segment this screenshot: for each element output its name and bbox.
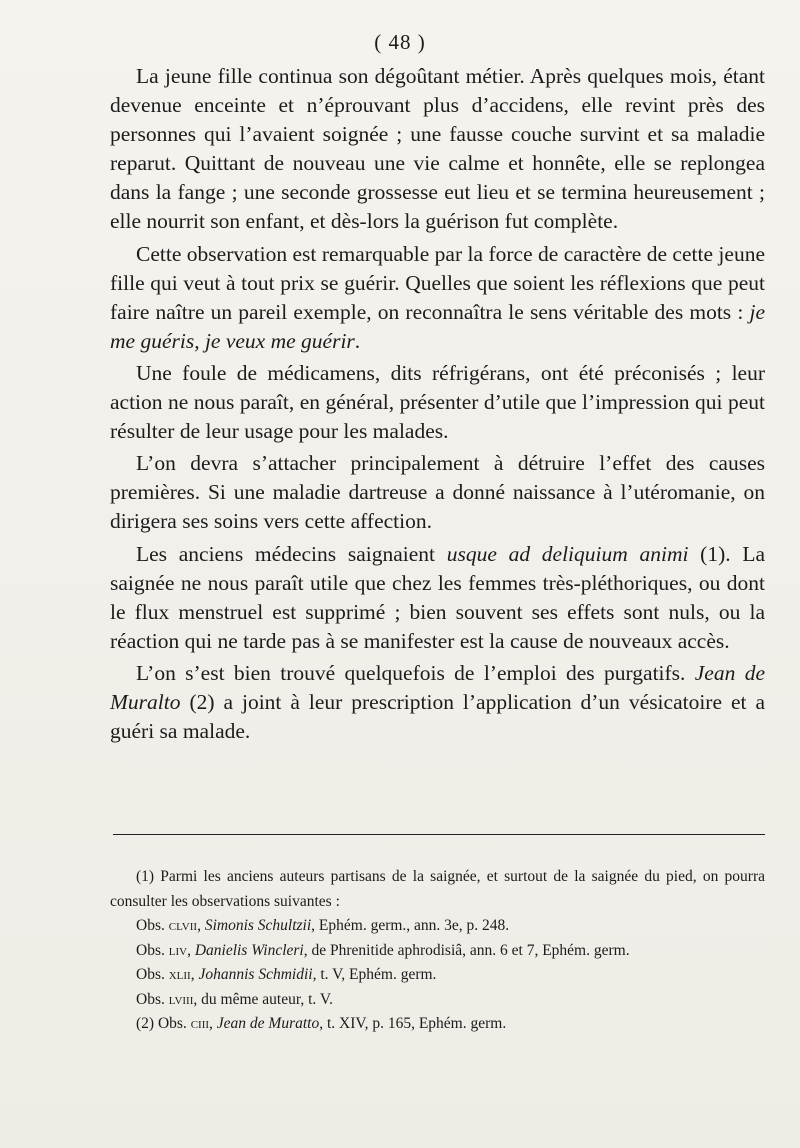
text-segment: , de Phrenitide aphrodisiâ, ann. 6 et 7, Ephém. germ. <box>303 941 630 959</box>
paragraph <box>110 449 765 536</box>
text-segment: (1) Parmi les anciens auteurs partisans de la saignée, et surtout de la saignée du pied, on pourra consulter les observations suivantes : <box>110 868 765 910</box>
italic-text: Danielis Wincleri <box>194 941 304 959</box>
footnote <box>110 963 765 988</box>
small-caps-text: xlii <box>168 966 191 983</box>
small-caps-text: liv <box>168 941 188 959</box>
text-segment: Obs. <box>136 990 169 1008</box>
text-segment: L’on s’est bien trouvé quelquefois de l’emploi des purgatifs. <box>136 660 695 685</box>
page-number: ( 48 ) <box>374 30 426 54</box>
footnote <box>110 939 765 964</box>
small-caps-text: lviii <box>168 990 194 1008</box>
italic-text: Simonis Schultzii <box>204 917 312 934</box>
footnote <box>110 914 765 939</box>
italic-text: je me guéris, je veux me guérir <box>110 299 765 353</box>
footnote <box>110 988 765 1013</box>
footnote <box>110 865 765 914</box>
text-segment: , du même auteur, t. V. <box>193 990 333 1008</box>
italic-text: Johannis Schmidii <box>198 966 313 983</box>
body-text <box>110 62 765 746</box>
text-segment: (2) a joint à leur prescription l’application d’un vésicatoire et a guéri sa malade. <box>110 689 765 744</box>
text-segment: Cette observation est remarquable par la force de caractère de cette jeune fille qui veut à tout prix se guérir. Quelles que soient les réflexions que peut faire naître un pareil exemple, on reconnaîtra le sens véritable des mots : <box>110 241 765 324</box>
footnote-rule <box>113 834 765 835</box>
text-segment: Obs. <box>136 917 169 934</box>
text-segment: , Ephém. germ., ann. 3e, p. 248. <box>311 917 510 934</box>
small-caps-text: ciii <box>190 1015 210 1032</box>
italic-text: Jean de Muralto <box>110 660 765 714</box>
text-segment: Les anciens médecins saignaient <box>136 541 447 566</box>
paragraph <box>110 359 765 446</box>
paragraph <box>110 240 765 356</box>
small-caps-text: clvii <box>168 917 198 934</box>
text-segment: . <box>354 328 361 353</box>
text-segment: L’on devra s’attacher principalement à détruire l’effet des causes premières. Si une maladie dartreuse a donné naissance à l’utéromanie, on dirigera ses soins vers cette affection. <box>110 451 765 534</box>
text-segment: (1). La saignée ne nous paraît utile que chez les femmes très-pléthoriques, ou dont le flux menstruel est supprimé ; bien souvent ses effets sont nuls, ou la réaction qui ne tarde pas à se manifester est la cause de nouveaux accès. <box>110 541 765 653</box>
italic-text: Jean de Muratto <box>216 1015 320 1032</box>
footnotes <box>110 865 765 1037</box>
paragraph <box>110 62 765 237</box>
text-segment: , <box>209 1015 217 1032</box>
text-segment: Obs. <box>136 941 169 959</box>
footnote <box>110 1012 765 1037</box>
text-segment: , t. V, Ephém. germ. <box>312 966 437 983</box>
text-segment: (2) Obs. <box>136 1015 191 1032</box>
text-segment: Obs. <box>136 966 169 983</box>
text-segment: , t. XIV, p. 165, Ephém. germ. <box>319 1015 507 1032</box>
text-segment: , <box>197 917 205 934</box>
paragraph <box>110 659 765 746</box>
paragraph <box>110 540 765 656</box>
text-segment: , <box>187 941 195 959</box>
italic-text: usque ad deliquium animi <box>446 541 689 566</box>
text-segment: La jeune fille continua son dégoûtant métier. Après quelques mois, étant devenue enceinte et n’éprouvant plus d’accidens, elle revint près des personnes qui l’avaient soignée ; une fausse couche survint et sa maladie reparut. Quittant de nouveau une vie calme et honnête, elle se replongea dans la fange ; une seconde grossesse eut lieu et se termina heureusement ; elle nourrit son enfant, et dès-lors la guérison fut complète. <box>110 64 765 234</box>
text-segment: Une foule de médicamens, dits réfrigérans, ont été préconisés ; leur action ne nous paraît, en général, présenter d’utile que l’impression qui peut résulter de leur usage pour les malades. <box>110 360 765 444</box>
text-segment: , <box>190 966 199 983</box>
